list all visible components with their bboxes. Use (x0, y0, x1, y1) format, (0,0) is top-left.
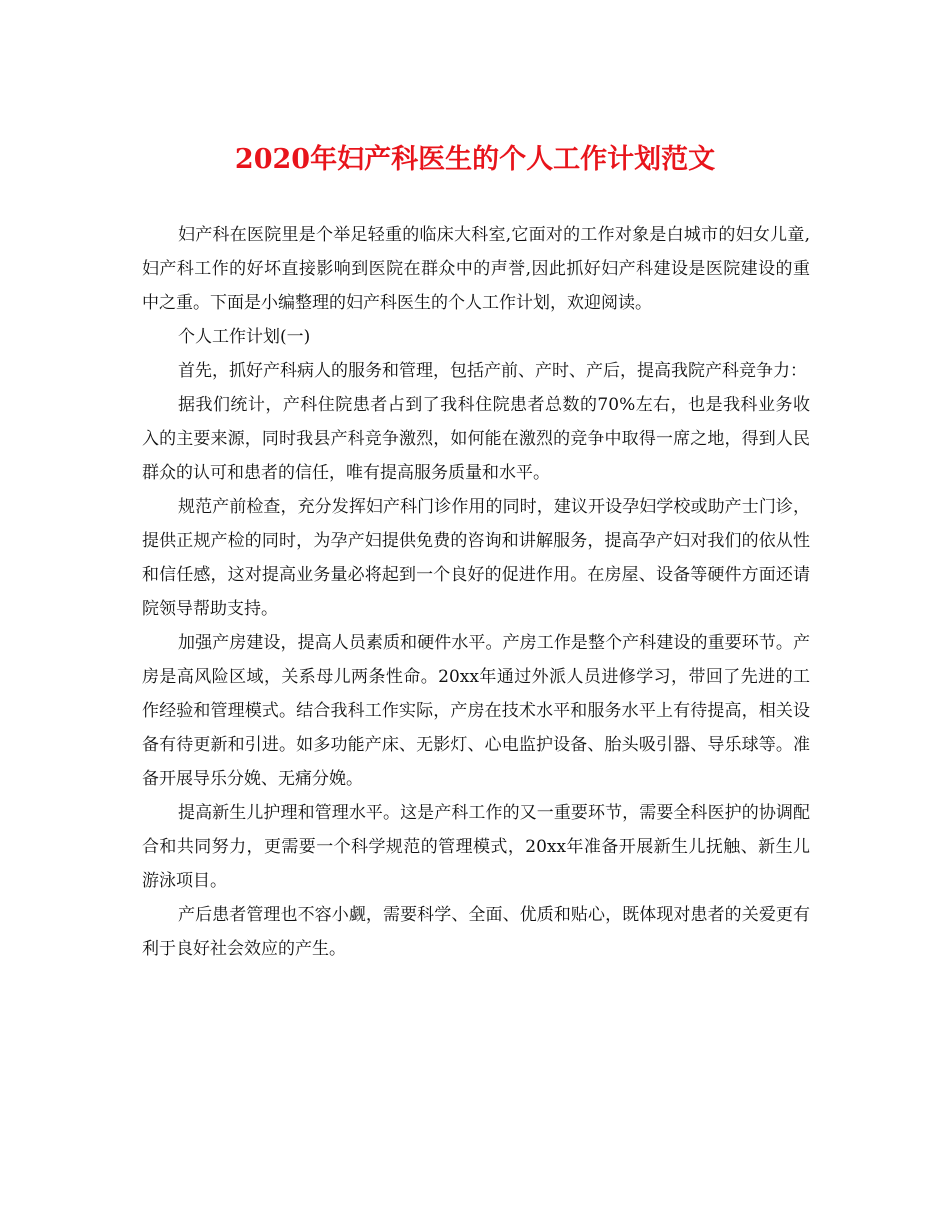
paragraph-intro: 妇产科在医院里是个举足轻重的临床大科室,它面对的工作对象是白城市的妇女儿童,妇产科工作的好坏直接影响到医院在群众中的声誉,因此抓好妇产科建设是医院建设的重中之重。下面是小编整理的妇产科医生的个人工作计划，欢迎阅读。 (142, 225, 810, 313)
document-body (142, 218, 810, 966)
paragraph: 规范产前检查，充分发挥妇产科门诊作用的同时，建议开设孕妇学校或助产士门诊，提供正规产检的同时，为孕产妇提供免费的咨询和讲解服务，提高孕产妇对我们的依从性和信任感，这对提高业务量必将起到一个良好的促进作用。在房屋、设备等硬件方面还请院领导帮助支持。 (142, 497, 810, 619)
document-title: 2020年妇产科医生的个人工作计划范文 (234, 144, 716, 175)
paragraph: 提高新生儿护理和管理水平。这是产科工作的又一重要环节，需要全科医护的协调配合和共同努力，更需要一个科学规范的管理模式，20xx年准备开展新生儿抚触、新生儿游泳项目。 (142, 803, 810, 891)
section-heading: 个人工作计划(一) (178, 327, 311, 347)
paragraph: 首先，抓好产科病人的服务和管理，包括产前、产时、产后，提高我院产科竞争力： (178, 361, 807, 381)
paragraph: 产后患者管理也不容小觑，需要科学、全面、优质和贴心，既体现对患者的关爱更有利于良好社会效应的产生。 (142, 905, 810, 959)
paragraph: 加强产房建设，提高人员素质和硬件水平。产房工作是整个产科建设的重要环节。产房是高风险区域，关系母儿两条性命。20xx年通过外派人员进修学习，带回了先进的工作经验和管理模式。结合我科工作实际，产房在技术水平和服务水平上有待提高，相关设备有待更新和引进。如多功能产床、无影灯、心电监护设备、胎头吸引器、导乐球等。准备开展导乐分娩、无痛分娩。 (142, 633, 810, 789)
paragraph: 据我们统计，产科住院患者占到了我科住院患者总数的70%左右，也是我科业务收入的主要来源，同时我县产科竞争激烈，如何能在激烈的竞争中取得一席之地，得到人民群众的认可和患者的信任，唯有提高服务质量和水平。 (142, 395, 810, 483)
